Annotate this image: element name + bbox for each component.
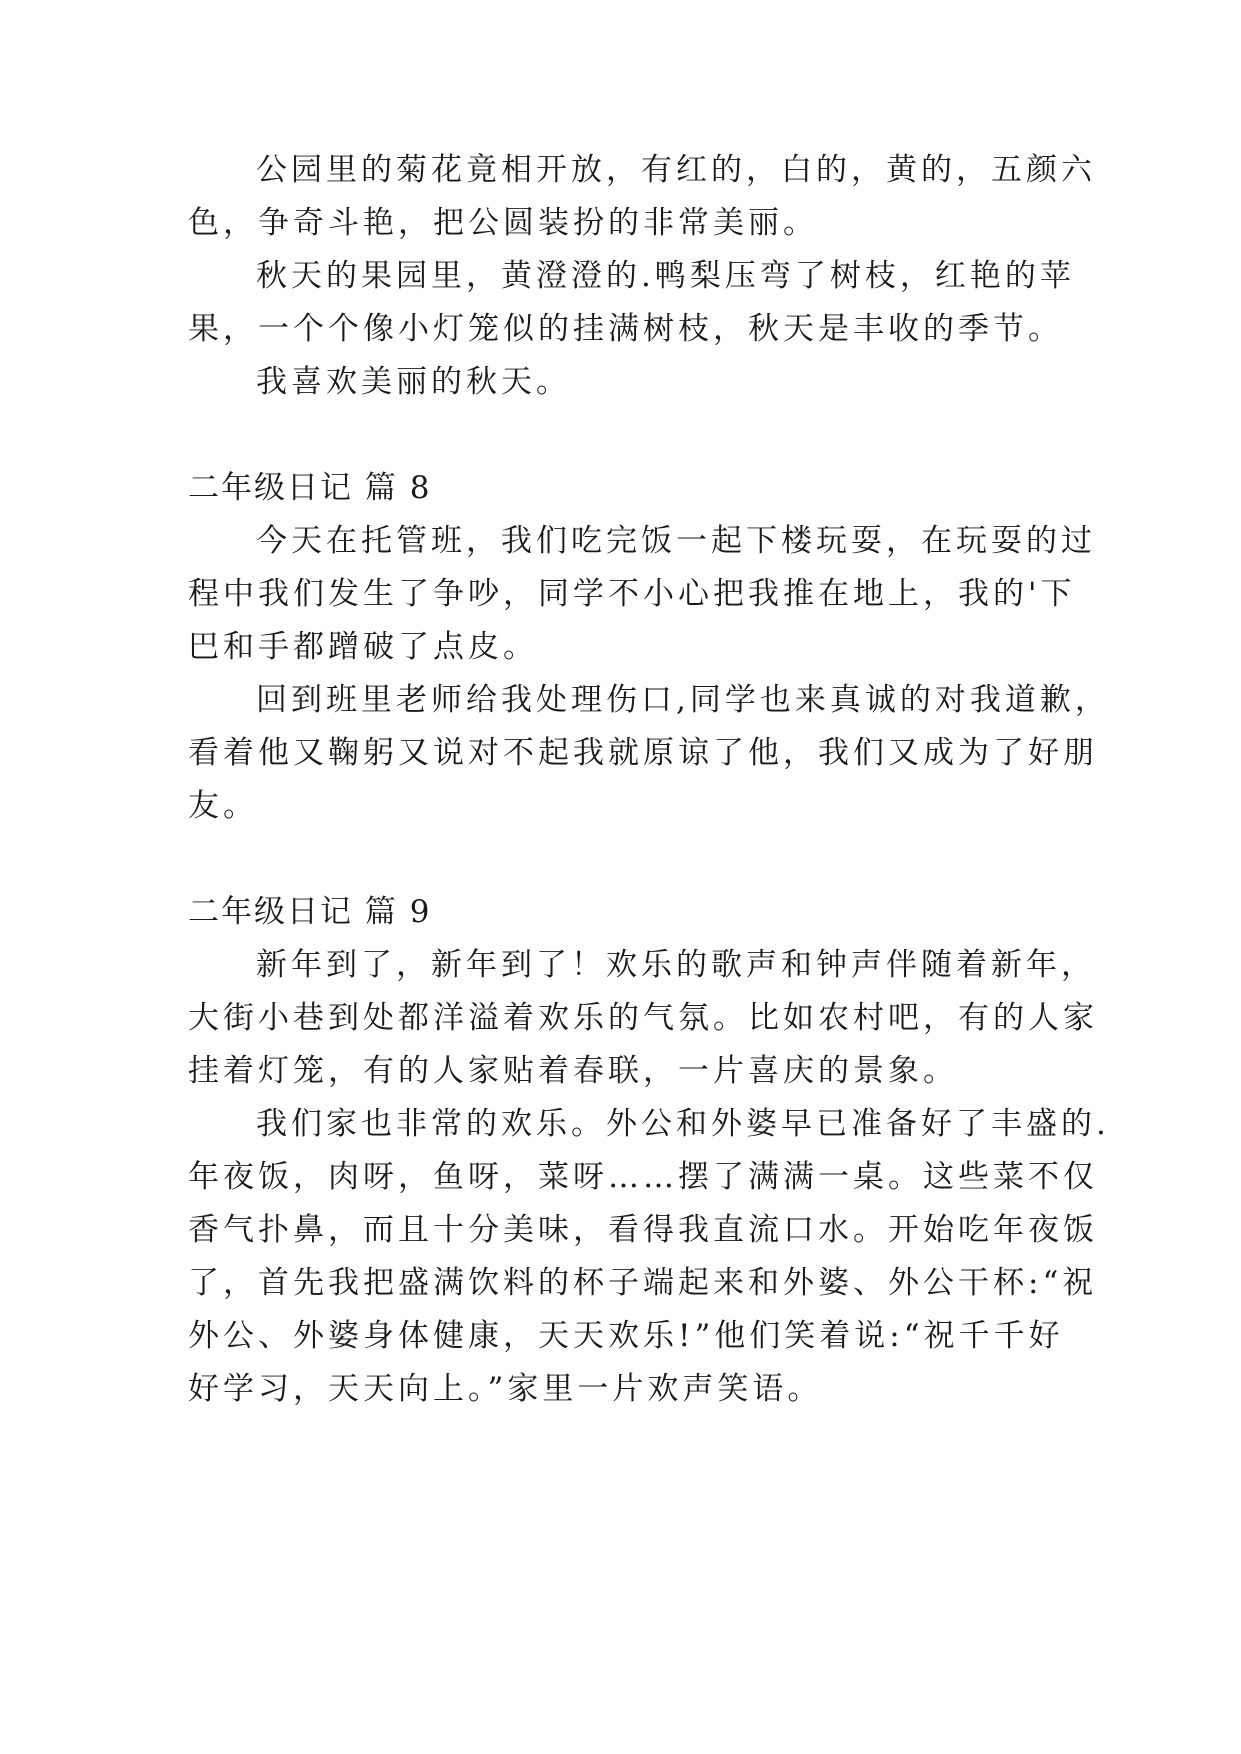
paragraph-line: 我喜欢美丽的秋天。: [256, 364, 571, 400]
paragraph-line: 今天在托管班，我们吃完饭一起下楼玩耍，在玩耍的过: [256, 523, 1096, 559]
section-title: 二年级日记 篇 9: [188, 894, 432, 930]
paragraph-line: 公园里的菊花竟相开放，有红的，白的，黄的，五颜六: [256, 152, 1096, 188]
paragraph-line: 秋天的果园里，黄澄澄的.鸭梨压弯了树枝，红艳的苹: [256, 258, 1075, 294]
paragraph-line: 果，一个个像小灯笼似的挂满树枝，秋天是丰收的季节。: [188, 311, 1063, 347]
paragraph-line: 好学习，天天向上。”家里一片欢声笑语。: [188, 1371, 823, 1407]
paragraph-line: 友。: [188, 788, 258, 824]
paragraph-line: 挂着灯笼，有的人家贴着春联，一片喜庆的景象。: [188, 1053, 958, 1089]
paragraph-line: 新年到了，新年到了！欢乐的歌声和钟声伴随着新年，: [256, 947, 1096, 983]
paragraph-line: 回到班里老师给我处理伤口,同学也来真诚的对我道歉，: [256, 682, 1110, 718]
paragraph-line: 程中我们发生了争吵，同学不小心把我推在地上，我的'下: [188, 576, 1076, 612]
paragraph-line: 大街小巷到处都洋溢着欢乐的气氛。比如农村吧，有的人家: [188, 1000, 1098, 1036]
section-title: 二年级日记 篇 8: [188, 470, 432, 506]
paragraph-line: 色，争奇斗艳，把公圆装扮的非常美丽。: [188, 205, 818, 241]
paragraph-line: 巴和手都蹭破了点皮。: [188, 629, 538, 665]
paragraph-line: 看着他又鞠躬又说对不起我就原谅了他，我们又成为了好朋: [188, 735, 1098, 771]
paragraph-line: 了，首先我把盛满饮料的杯子端起来和外婆、外公干杯:“祝: [188, 1265, 1098, 1301]
paragraph-line: 年夜饭，肉呀，鱼呀，菜呀……摆了满满一桌。这些菜不仅: [188, 1159, 1098, 1195]
paragraph-line: 外公、外婆身体健康，天天欢乐!”他们笑着说:“祝千千好: [188, 1318, 1064, 1354]
paragraph-line: 香气扑鼻，而且十分美味，看得我直流口水。开始吃年夜饭: [188, 1212, 1098, 1248]
paragraph-line: 我们家也非常的欢乐。外公和外婆早已准备好了丰盛的.: [256, 1106, 1110, 1142]
